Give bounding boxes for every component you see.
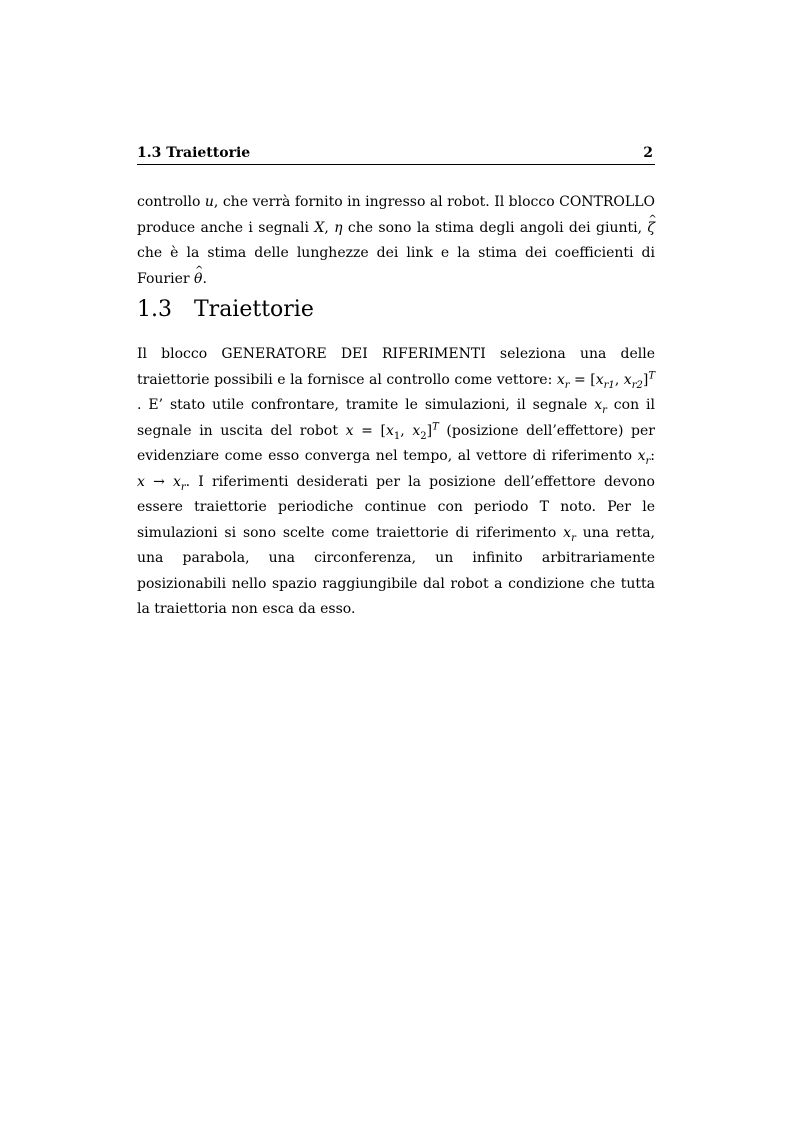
math-subscript: 1 [393,430,401,442]
math-subscript: r2 [631,379,643,391]
math-zeta-hat: ^ ζ [647,216,655,242]
math-operator: , [400,422,413,439]
math-X: X [314,219,325,236]
math-x: x [595,371,604,388]
text-run: controllo [137,194,205,210]
math-operator: , [614,371,624,388]
section-number: 1.3 [137,297,172,322]
running-header-title: 1.3 Traiettorie [137,145,251,161]
math-x: x [556,371,565,388]
math-u: u [204,194,214,210]
math-x: x [412,422,421,439]
math-operator: ] [642,371,649,388]
text-run: (posizione dell’effettore) per evidenziare come esso converga nel tempo, al vettore di riferimento [137,422,655,464]
running-header [137,144,655,165]
section-title: Traiettorie [194,297,314,322]
math-superscript: T [648,369,655,381]
section-heading [137,296,314,324]
math-x: x [345,422,354,439]
math-subscript: r [645,455,651,467]
math-x: x [563,524,572,541]
math-theta-hat: ^ θ [194,267,202,293]
math-superscript: T [432,420,439,432]
text-run: che sono la stima degli angoli dei giunti, [342,219,648,236]
math-subscript: r [602,404,607,416]
math-subscript: 2 [420,430,427,442]
math-x: x [137,473,145,490]
math-operator: ] [426,422,433,439]
math-x: x [623,371,632,388]
text-run: , [324,219,335,236]
text-run: . I riferimenti desiderati per la posizione dell’effettore devono essere traiettorie periodiche continue con periodo T noto. Per le simulazioni si sono scelte come traiettorie di riferimento [137,473,655,541]
text-run: una retta, una parabola, una circonferenza, un infinito arbitrariamente posizionabili nello spazio raggiungibile dal robot a condizione che tutta la traiettoria non esca da esso. [137,524,655,617]
math-eta: η [334,219,343,236]
text-run: che è la stima delle lunghezze dei link e la stima dei coefficienti di Fourier [137,245,655,287]
text-run: : [650,448,655,464]
math-x: x [637,448,646,464]
math-subscript: r1 [603,379,615,391]
text-run: . E’ stato utile confrontare, tramite le simulazioni, il segnale [137,397,595,413]
math-subscript: r [564,379,570,391]
text-run: Il blocco GENERATORE DEI RIFERIMENTI seleziona una delle traiettorie possibili e la fornisce al controllo come vettore: [137,346,655,388]
page-number: 2 [643,145,653,161]
math-subscript: r [571,532,576,544]
paragraph-traiettorie [137,342,655,623]
math-x: x [172,473,181,490]
math-operator: = [ [569,371,596,388]
math-operator: = [ [353,422,386,439]
paragraph-controllo [137,190,655,292]
text-run: con il segnale in uscita del robot [137,397,655,439]
text-run: , che verrà fornito in ingresso al robot. Il blocco CONTROLLO produce anche i segnali [137,194,655,236]
math-x: x [385,422,394,439]
math-arrow: → [144,473,173,490]
math-x: x [594,397,603,413]
text-run: . [202,270,207,287]
math-subscript: r [180,481,186,493]
